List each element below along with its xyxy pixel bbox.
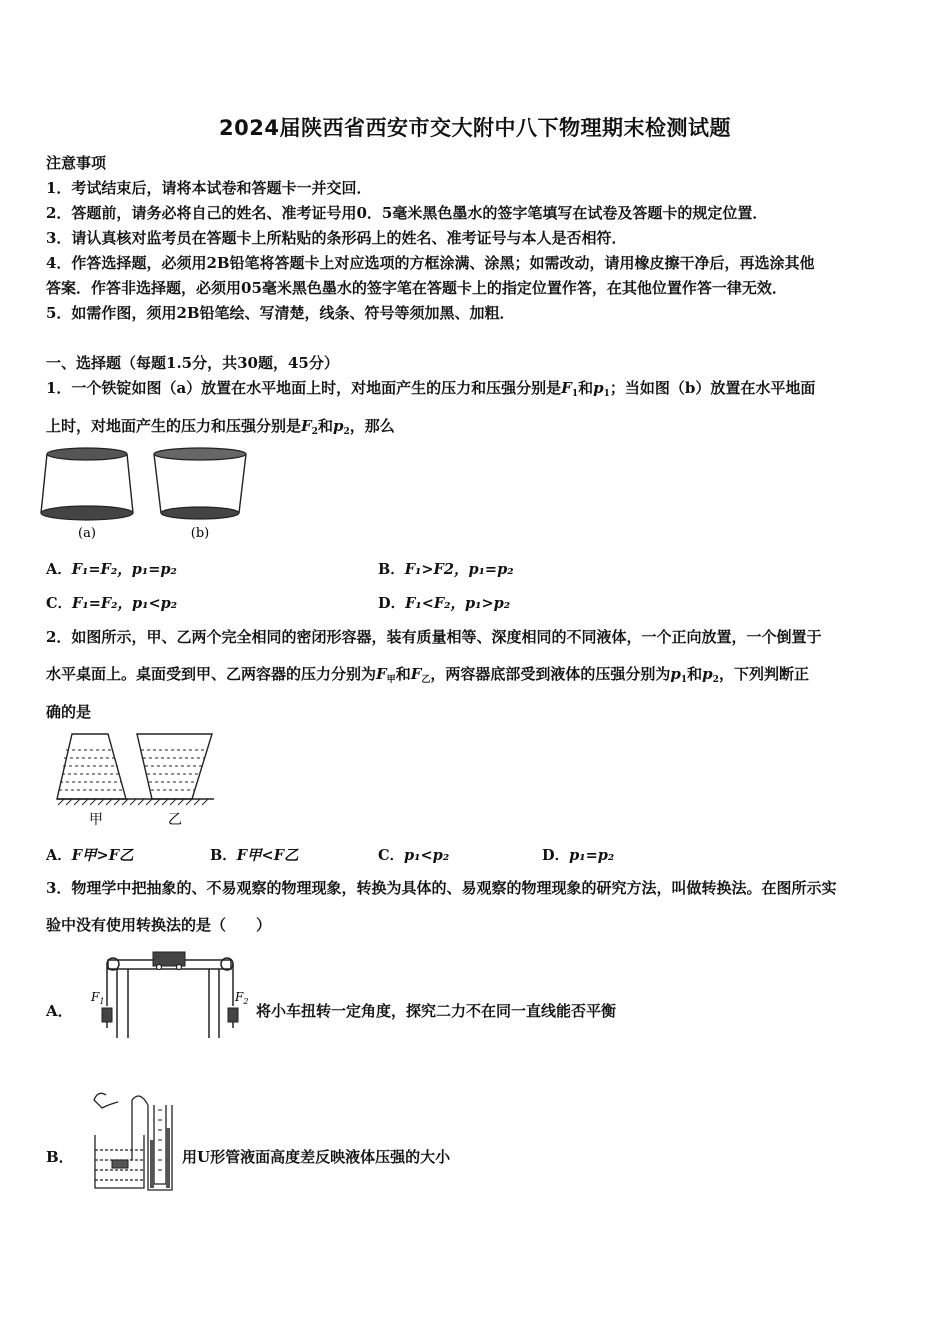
svg-text:F1: $F_1$ (91, 990, 105, 1006)
notice-item: 3．请认真核对监考员在答题卡上所粘贴的条形码上的姓名、准考证号与本人是否相符． (46, 229, 627, 247)
q2-line3: 确的是 (46, 703, 92, 721)
page-title: 2024届陕西省西安市交大附中八下物理期末检测试题 (219, 116, 731, 140)
q2-option-d[interactable]: D．p₁=p₂ (542, 847, 615, 864)
q1-option-d[interactable]: D．F₁<F₂，p₁>p₂ (378, 595, 511, 612)
q1-option-c[interactable]: C．F₁=F₂，p₁<p₂ (46, 595, 178, 612)
q3-option-a-figure (88, 946, 248, 1046)
q3-line1: 3．物理学中把抽象的、不易观察的物理现象，转换为具体的、易观察的物理现象的研究方法，叫做转换法。在图所示实 (46, 879, 837, 897)
q2-option-c[interactable]: C．p₁<p₂ (378, 847, 450, 864)
section-heading: 一、选择题（每题1.5分，共30题，45分） (46, 354, 339, 372)
q3-option-a-text[interactable]: 将小车扭转一定角度，探究二力不在同一直线能否平衡 (256, 1002, 617, 1020)
q2-line1: 2．如图所示，甲、乙两个完全相同的密闭形容器，装有质量相等、深度相同的不同液体，一个正向放置，一个倒置于 (46, 628, 822, 646)
frustum-b (154, 448, 246, 519)
fig-label-yi: 乙 (168, 812, 182, 828)
q1-figure (40, 444, 260, 544)
q2-line2: 水平桌面上。桌面受到甲、乙两容器的压力分别为$F_甲$和$F_乙$，两容器底部受到液体的压强分别为$p_1$和$p_2$，下列判断正 (46, 665, 809, 685)
q3-option-b-text[interactable]: 用U形管液面高度差反映液体压强的大小 (182, 1148, 451, 1166)
q1-line1: 1．一个铁锭如图（a）放置在水平地面上时，对地面产生的压力和压强分别是$F_1$和$p_1$；当如图（b）放置在水平地面 (46, 379, 816, 399)
fig-label-jia: 甲 (89, 812, 103, 828)
q2-option-a[interactable]: A．F甲>F乙 (46, 847, 134, 864)
notice-item: 5．如需作图，须用2B铅笔绘、写清楚，线条、符号等须加黑、加粗． (46, 304, 515, 322)
frustum-a (41, 448, 133, 520)
q2-figure (44, 730, 224, 830)
q3-option-b-label[interactable]: B． (46, 1148, 74, 1166)
q3-option-b-figure (88, 1080, 188, 1200)
fig-label-b: (b) (190, 526, 210, 541)
q3-line2: 验中没有使用转换法的是（ ） (46, 916, 272, 934)
q1-option-b[interactable]: B．F₁>F2，p₁=p₂ (378, 561, 514, 578)
q3-option-a-label[interactable]: A． (46, 1002, 73, 1020)
notice-item: 答案．作答非选择题，必须用05毫米黑色墨水的签字笔在答题卡上的指定位置作答，在其他位置作答一律无效． (46, 279, 787, 297)
notice-item: 4．作答选择题，必须用2B铅笔将答题卡上对应选项的方框涂满、涂黑；如需改动，请用橡皮擦干净后，再选涂其他 (46, 254, 815, 272)
q1-option-a[interactable]: A．F₁=F₂，p₁=p₂ (46, 561, 177, 578)
q2-option-b[interactable]: B．F甲<F乙 (210, 847, 299, 864)
notice-heading: 注意事项 (46, 154, 107, 172)
svg-text:F2: $F_2$ (235, 990, 249, 1006)
notice-item: 1．考试结束后，请将本试卷和答题卡一并交回． (46, 179, 372, 197)
notice-item: 2．答题前，请务必将自己的姓名、准考证号用0．5毫米黑色墨水的签字笔填写在试卷及答题卡的规定位置． (46, 204, 768, 222)
q1-line2: 上时，对地面产生的压力和压强分别是$F_2$和$p_2$，那么 (46, 417, 395, 437)
fig-label-a: (a) (78, 526, 96, 541)
